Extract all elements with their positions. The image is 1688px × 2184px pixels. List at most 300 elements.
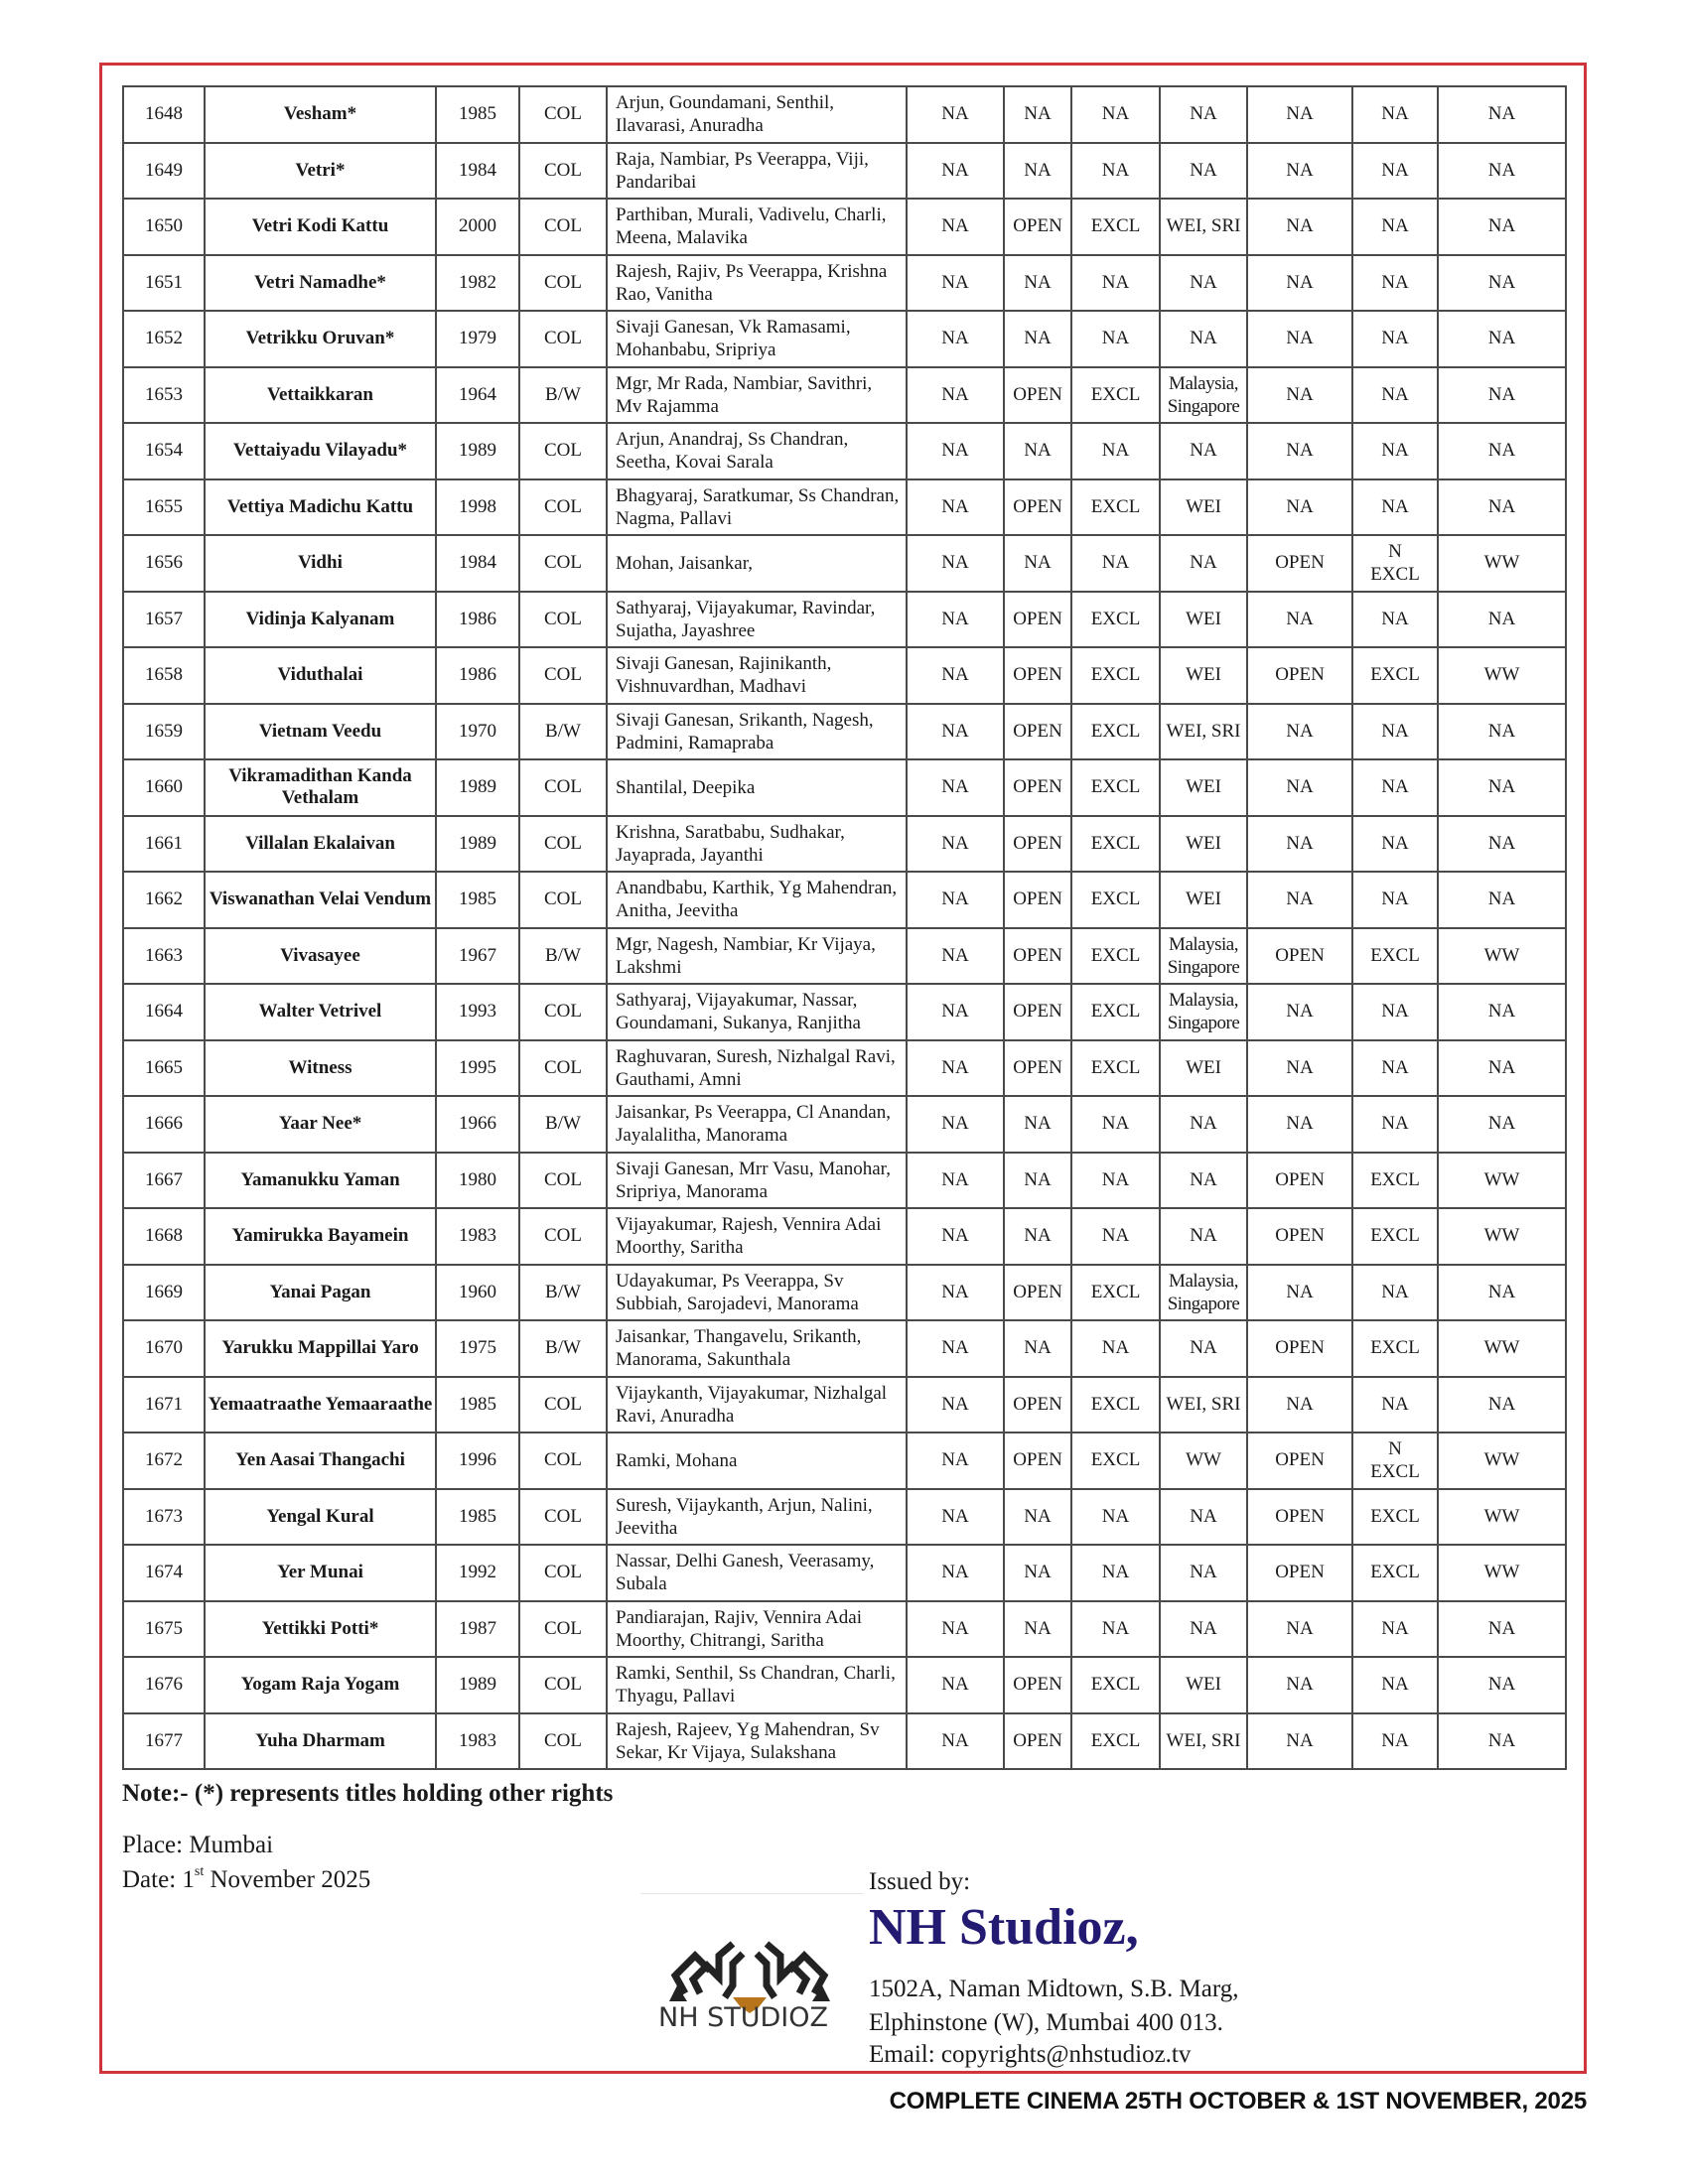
rights-cell: NA — [1247, 1657, 1352, 1713]
cast-cell: Mohan, Jaisankar, — [607, 535, 907, 592]
year-cell: 1983 — [436, 1208, 519, 1265]
rights-cell: WW — [1438, 1433, 1566, 1489]
rights-cell: OPEN — [1004, 928, 1071, 985]
title-cell: Vikramadithan Kanda Vethalam — [205, 759, 436, 816]
rights-cell: NA — [907, 816, 1004, 873]
rights-cell: NA — [1160, 535, 1247, 592]
rights-cell: EXCL — [1071, 1713, 1160, 1770]
rights-cell: NA — [907, 1601, 1004, 1658]
cast-cell: Sivaji Ganesan, Vk Ramasami, Mohanbabu, Sripriya — [607, 311, 907, 367]
year-cell: 1995 — [436, 1040, 519, 1097]
rights-cell: EXCL — [1071, 759, 1160, 816]
rights-cell: NA — [1247, 86, 1352, 143]
rights-cell: EXCL — [1071, 1433, 1160, 1489]
row-number-cell: 1648 — [123, 86, 205, 143]
title-cell: Vettaiyadu Vilayadu* — [205, 423, 436, 479]
format-cell: COL — [519, 311, 607, 367]
rights-cell: EXCL — [1071, 984, 1160, 1040]
table-row — [123, 1040, 1566, 1097]
rights-cell: EXCL — [1352, 647, 1438, 704]
rights-cell: NA — [907, 86, 1004, 143]
year-cell: 1989 — [436, 759, 519, 816]
title-cell: Yemaatraathe Yemaaraathe — [205, 1377, 436, 1433]
rights-cell: NA — [1160, 311, 1247, 367]
format-cell: COL — [519, 647, 607, 704]
cast-cell: Raghuvaran, Suresh, Nizhalgal Ravi, Gauthami, Amni — [607, 1040, 907, 1097]
row-number-cell: 1664 — [123, 984, 205, 1040]
rights-cell: EXCL — [1071, 199, 1160, 255]
rights-cell: NA — [1004, 311, 1071, 367]
rights-cell: NA — [1004, 1153, 1071, 1209]
rights-cell: NA — [1160, 86, 1247, 143]
rights-cell: EXCL — [1352, 1320, 1438, 1377]
rights-cell: OPEN — [1247, 1545, 1352, 1601]
format-cell: COL — [519, 1040, 607, 1097]
rights-cell: NA — [1247, 872, 1352, 928]
cast-cell: Jaisankar, Thangavelu, Srikanth, Manorama, Sakunthala — [607, 1320, 907, 1377]
rights-cell: NA — [1438, 704, 1566, 760]
rights-cell: WW — [1438, 1320, 1566, 1377]
issuer-name: NH Studioz, — [869, 1899, 1139, 1956]
rights-cell: NA — [1352, 984, 1438, 1040]
rights-cell: NA — [907, 367, 1004, 424]
format-cell: B/W — [519, 367, 607, 424]
rights-cell: NA — [1438, 759, 1566, 816]
rights-cell: OPEN — [1004, 984, 1071, 1040]
rights-cell: WW — [1438, 1153, 1566, 1209]
row-number-cell: 1651 — [123, 255, 205, 312]
rights-cell: NA — [1247, 311, 1352, 367]
rights-cell: NA — [1160, 1601, 1247, 1658]
format-cell: COL — [519, 1208, 607, 1265]
rights-cell: NA — [1071, 1545, 1160, 1601]
title-cell: Yettikki Potti* — [205, 1601, 436, 1658]
table-row — [123, 86, 1566, 143]
table-row — [123, 367, 1566, 424]
format-cell: COL — [519, 423, 607, 479]
rights-cell: EXCL — [1071, 1040, 1160, 1097]
rights-cell: EXCL — [1352, 1208, 1438, 1265]
cast-cell: Sivaji Ganesan, Srikanth, Nagesh, Padmini, Ramapraba — [607, 704, 907, 760]
cast-cell: Suresh, Vijaykanth, Arjun, Nalini, Jeevitha — [607, 1489, 907, 1546]
rights-cell: NA — [1004, 1489, 1071, 1546]
date-prefix: Date: 1 — [122, 1866, 195, 1893]
title-cell: Yamanukku Yaman — [205, 1153, 436, 1209]
row-number-cell: 1663 — [123, 928, 205, 985]
rights-cell: NA — [1160, 255, 1247, 312]
title-cell: Vidinja Kalyanam — [205, 592, 436, 648]
row-number-cell: 1652 — [123, 311, 205, 367]
rights-cell: WEI — [1160, 647, 1247, 704]
rights-cell: Malaysia, Singapore — [1160, 1265, 1247, 1321]
row-number-cell: 1670 — [123, 1320, 205, 1377]
rights-cell: NA — [1160, 423, 1247, 479]
table-row — [123, 423, 1566, 479]
format-cell: COL — [519, 86, 607, 143]
rights-cell: NA — [1438, 1657, 1566, 1713]
format-cell: COL — [519, 1713, 607, 1770]
title-cell: Vivasayee — [205, 928, 436, 985]
rights-cell: NA — [1352, 1040, 1438, 1097]
year-cell: 1984 — [436, 143, 519, 200]
table-row — [123, 535, 1566, 592]
table-row — [123, 816, 1566, 873]
rights-cell: NA — [1352, 86, 1438, 143]
row-number-cell: 1659 — [123, 704, 205, 760]
table-row — [123, 759, 1566, 816]
title-cell: Vettaikkaran — [205, 367, 436, 424]
rights-cell: NA — [1352, 367, 1438, 424]
format-cell: COL — [519, 816, 607, 873]
rights-cell: EXCL — [1071, 1657, 1160, 1713]
cast-cell: Raja, Nambiar, Ps Veerappa, Viji, Pandaribai — [607, 143, 907, 200]
rights-cell: NA — [1071, 1489, 1160, 1546]
year-cell: 1987 — [436, 1601, 519, 1658]
row-number-cell: 1657 — [123, 592, 205, 648]
page-footer: COMPLETE CINEMA 25TH OCTOBER & 1ST NOVEMBER, 2025 — [889, 2088, 1587, 2115]
rights-cell: NA — [1160, 143, 1247, 200]
title-cell: Yuha Dharmam — [205, 1713, 436, 1770]
format-cell: COL — [519, 143, 607, 200]
table-row — [123, 1713, 1566, 1770]
year-cell: 1964 — [436, 367, 519, 424]
row-number-cell: 1660 — [123, 759, 205, 816]
rights-cell: NA — [1004, 1096, 1071, 1153]
rights-cell: WW — [1438, 1489, 1566, 1546]
rights-cell: NA — [1004, 143, 1071, 200]
table-row — [123, 704, 1566, 760]
row-number-cell: 1668 — [123, 1208, 205, 1265]
cast-cell: Sivaji Ganesan, Rajinikanth, Vishnuvardhan, Madhavi — [607, 647, 907, 704]
rights-cell: EXCL — [1071, 647, 1160, 704]
format-cell: B/W — [519, 1320, 607, 1377]
rights-cell: NA — [907, 311, 1004, 367]
rights-cell: WEI — [1160, 1040, 1247, 1097]
cast-cell: Krishna, Saratbabu, Sudhakar, Jayaprada, Jayanthi — [607, 816, 907, 873]
asterisk-note: Note:- (*) represents titles holding other rights — [122, 1780, 614, 1807]
format-cell: COL — [519, 255, 607, 312]
format-cell: COL — [519, 984, 607, 1040]
table-row — [123, 1208, 1566, 1265]
rights-cell: NA — [1438, 1377, 1566, 1433]
table-row — [123, 592, 1566, 648]
rights-cell: NA — [1352, 1601, 1438, 1658]
cast-cell: Ramki, Senthil, Ss Chandran, Charli, Thyagu, Pallavi — [607, 1657, 907, 1713]
rights-cell: NA — [907, 1433, 1004, 1489]
rights-cell: NA — [1004, 1545, 1071, 1601]
row-number-cell: 1665 — [123, 1040, 205, 1097]
rights-cell: WEI — [1160, 872, 1247, 928]
rights-cell: NA — [907, 928, 1004, 985]
title-cell: Yamirukka Bayamein — [205, 1208, 436, 1265]
rights-cell: OPEN — [1247, 1208, 1352, 1265]
format-cell: B/W — [519, 1096, 607, 1153]
rights-cell: NA — [1352, 1265, 1438, 1321]
rights-cell: NA — [907, 1153, 1004, 1209]
rights-cell: NA — [907, 759, 1004, 816]
title-cell: Villalan Ekalaivan — [205, 816, 436, 873]
rights-cell: NA — [1352, 199, 1438, 255]
rights-cell: Malaysia, Singapore — [1160, 367, 1247, 424]
rights-cell: WEI — [1160, 1657, 1247, 1713]
titles-table — [122, 85, 1567, 1770]
year-cell: 1985 — [436, 1377, 519, 1433]
rights-cell: NA — [1160, 1208, 1247, 1265]
year-cell: 1984 — [436, 535, 519, 592]
date-text — [122, 1866, 370, 1894]
rights-cell: OPEN — [1247, 535, 1352, 592]
rights-cell: OPEN — [1004, 199, 1071, 255]
table-row — [123, 1433, 1566, 1489]
rights-cell: NA — [1004, 1601, 1071, 1658]
table-row — [123, 255, 1566, 312]
table-row — [123, 1096, 1566, 1153]
nh-studioz-logo-icon — [655, 1916, 844, 2055]
table-row — [123, 1153, 1566, 1209]
rights-cell: NA — [1160, 1545, 1247, 1601]
issuer-address-line1: 1502A, Naman Midtown, S.B. Marg, — [869, 1976, 1239, 2002]
rights-cell: NA — [1160, 1096, 1247, 1153]
rights-cell: EXCL — [1071, 872, 1160, 928]
row-number-cell: 1661 — [123, 816, 205, 873]
rights-cell: NA — [1160, 1153, 1247, 1209]
title-cell: Vidhi — [205, 535, 436, 592]
table-row — [123, 1265, 1566, 1321]
rights-cell: NA — [1071, 535, 1160, 592]
rights-cell: NA — [907, 1208, 1004, 1265]
rights-cell: OPEN — [1247, 1433, 1352, 1489]
cast-cell: Bhagyaraj, Saratkumar, Ss Chandran, Nagma, Pallavi — [607, 479, 907, 536]
cast-cell: Rajesh, Rajeev, Yg Mahendran, Sv Sekar, Kr Vijaya, Sulakshana — [607, 1713, 907, 1770]
rights-cell: NA — [907, 1320, 1004, 1377]
rights-cell: EXCL — [1071, 367, 1160, 424]
year-cell: 1980 — [436, 1153, 519, 1209]
rights-cell: EXCL — [1071, 704, 1160, 760]
rights-cell: NA — [907, 704, 1004, 760]
cast-cell: Shantilal, Deepika — [607, 759, 907, 816]
row-number-cell: 1671 — [123, 1377, 205, 1433]
title-cell: Viswanathan Velai Vendum — [205, 872, 436, 928]
rights-cell: NA — [907, 1545, 1004, 1601]
rights-cell: NA — [907, 199, 1004, 255]
rights-cell: NA — [1438, 1601, 1566, 1658]
rights-cell: NA — [1071, 86, 1160, 143]
year-cell: 1998 — [436, 479, 519, 536]
rights-cell: NA — [1438, 1096, 1566, 1153]
format-cell: COL — [519, 1433, 607, 1489]
title-cell: Vetri* — [205, 143, 436, 200]
issuer-email: Email: copyrights@nhstudioz.tv — [869, 2041, 1192, 2068]
rights-cell: Malaysia, Singapore — [1160, 984, 1247, 1040]
year-cell: 1989 — [436, 816, 519, 873]
issuer-address-line2: Elphinstone (W), Mumbai 400 013. — [869, 2009, 1223, 2036]
title-cell: Vesham* — [205, 86, 436, 143]
rights-cell: NA — [1247, 199, 1352, 255]
rights-cell: NA — [907, 1489, 1004, 1546]
rights-cell: WEI, SRI — [1160, 1377, 1247, 1433]
rights-cell: OPEN — [1004, 479, 1071, 536]
rights-cell: WEI — [1160, 759, 1247, 816]
rights-cell: NA — [1438, 872, 1566, 928]
year-cell: 2000 — [436, 199, 519, 255]
rights-cell: NA — [1352, 1657, 1438, 1713]
rights-cell: NA — [1247, 984, 1352, 1040]
rights-cell: NA — [907, 872, 1004, 928]
rights-cell: WW — [1438, 647, 1566, 704]
table-row — [123, 872, 1566, 928]
rights-cell: NA — [1438, 1265, 1566, 1321]
rights-cell: NA — [1247, 592, 1352, 648]
table-row — [123, 647, 1566, 704]
rights-cell: NA — [1352, 704, 1438, 760]
format-cell: COL — [519, 759, 607, 816]
rights-cell: NA — [1438, 255, 1566, 312]
row-number-cell: 1673 — [123, 1489, 205, 1546]
format-cell: COL — [519, 592, 607, 648]
row-number-cell: 1669 — [123, 1265, 205, 1321]
table-row — [123, 1545, 1566, 1601]
rights-cell: NA — [1071, 1096, 1160, 1153]
rights-cell: N EXCL — [1352, 1433, 1438, 1489]
format-cell: COL — [519, 872, 607, 928]
rights-cell: OPEN — [1004, 647, 1071, 704]
rights-cell: NA — [1247, 816, 1352, 873]
table-row — [123, 984, 1566, 1040]
row-number-cell: 1674 — [123, 1545, 205, 1601]
table-row — [123, 1489, 1566, 1546]
rights-cell: NA — [1071, 255, 1160, 312]
rights-cell: NA — [1352, 423, 1438, 479]
rights-cell: NA — [1438, 311, 1566, 367]
rights-cell: OPEN — [1247, 1489, 1352, 1546]
cast-cell: Nassar, Delhi Ganesh, Veerasamy, Subala — [607, 1545, 907, 1601]
rights-cell: NA — [1004, 1208, 1071, 1265]
year-cell: 1996 — [436, 1433, 519, 1489]
cast-cell: Rajesh, Rajiv, Ps Veerappa, Krishna Rao, Vanitha — [607, 255, 907, 312]
row-number-cell: 1658 — [123, 647, 205, 704]
year-cell: 1975 — [436, 1320, 519, 1377]
title-cell: Witness — [205, 1040, 436, 1097]
rights-cell: EXCL — [1352, 1153, 1438, 1209]
cast-cell: Sathyaraj, Vijayakumar, Nassar, Goundamani, Sukanya, Ranjitha — [607, 984, 907, 1040]
cast-cell: Arjun, Goundamani, Senthil, Ilavarasi, Anuradha — [607, 86, 907, 143]
rights-cell: WEI, SRI — [1160, 704, 1247, 760]
format-cell: COL — [519, 479, 607, 536]
table-row — [123, 1657, 1566, 1713]
rights-cell: NA — [1247, 423, 1352, 479]
rights-cell: NA — [907, 984, 1004, 1040]
rights-cell: NA — [1004, 255, 1071, 312]
year-cell: 1986 — [436, 647, 519, 704]
rights-cell: NA — [1352, 816, 1438, 873]
rights-cell: EXCL — [1352, 1489, 1438, 1546]
rights-cell: NA — [907, 1377, 1004, 1433]
rights-cell: NA — [1352, 872, 1438, 928]
rights-cell: NA — [1438, 423, 1566, 479]
year-cell: 1967 — [436, 928, 519, 985]
year-cell: 1989 — [436, 1657, 519, 1713]
rights-cell: NA — [1438, 86, 1566, 143]
format-cell: COL — [519, 1545, 607, 1601]
rights-cell: NA — [1438, 199, 1566, 255]
format-cell: COL — [519, 1153, 607, 1209]
rights-cell: EXCL — [1071, 1377, 1160, 1433]
rights-cell: NA — [1247, 704, 1352, 760]
rights-cell: NA — [1004, 535, 1071, 592]
table-row — [123, 1377, 1566, 1433]
year-cell: 1986 — [436, 592, 519, 648]
row-number-cell: 1672 — [123, 1433, 205, 1489]
rights-cell: NA — [907, 1096, 1004, 1153]
row-number-cell: 1655 — [123, 479, 205, 536]
rights-cell: OPEN — [1004, 1713, 1071, 1770]
title-cell: Viduthalai — [205, 647, 436, 704]
title-cell: Yaar Nee* — [205, 1096, 436, 1153]
rights-cell: NA — [1247, 143, 1352, 200]
rights-cell: NA — [1071, 143, 1160, 200]
table-row — [123, 1320, 1566, 1377]
year-cell: 1993 — [436, 984, 519, 1040]
title-cell: Vietnam Veedu — [205, 704, 436, 760]
row-number-cell: 1656 — [123, 535, 205, 592]
rights-cell: NA — [1247, 1601, 1352, 1658]
rights-cell: NA — [1352, 479, 1438, 536]
cast-cell: Vijayakumar, Rajesh, Vennira Adai Moorthy, Saritha — [607, 1208, 907, 1265]
title-cell: Vettiya Madichu Kattu — [205, 479, 436, 536]
rights-cell: NA — [1352, 759, 1438, 816]
logo-wordmark: NH STUDIOZ — [658, 2002, 828, 2033]
row-number-cell: 1654 — [123, 423, 205, 479]
rights-cell: OPEN — [1004, 1657, 1071, 1713]
rights-cell: NA — [1004, 86, 1071, 143]
rights-cell: NA — [907, 479, 1004, 536]
issued-by-label: Issued by: — [869, 1868, 971, 1895]
rights-cell: NA — [1438, 1040, 1566, 1097]
rights-cell: EXCL — [1071, 592, 1160, 648]
rights-cell: WW — [1160, 1433, 1247, 1489]
rights-cell: NA — [1071, 1153, 1160, 1209]
rights-cell: OPEN — [1004, 592, 1071, 648]
rights-cell: NA — [907, 592, 1004, 648]
table-row — [123, 479, 1566, 536]
rights-cell: WW — [1438, 1545, 1566, 1601]
year-cell: 1989 — [436, 423, 519, 479]
rights-cell: NA — [1004, 423, 1071, 479]
rights-cell: OPEN — [1004, 1377, 1071, 1433]
rights-cell: WEI — [1160, 816, 1247, 873]
rights-cell: NA — [1071, 1208, 1160, 1265]
rights-cell: NA — [1352, 592, 1438, 648]
rights-cell: WW — [1438, 928, 1566, 985]
rights-cell: NA — [907, 535, 1004, 592]
format-cell: COL — [519, 1377, 607, 1433]
rights-cell: WEI — [1160, 479, 1247, 536]
titles-table-body — [123, 86, 1566, 1769]
rights-cell: OPEN — [1004, 872, 1071, 928]
cast-cell: Sivaji Ganesan, Mrr Vasu, Manohar, Sripriya, Manorama — [607, 1153, 907, 1209]
format-cell: B/W — [519, 1265, 607, 1321]
year-cell: 1985 — [436, 86, 519, 143]
year-cell: 1982 — [436, 255, 519, 312]
rights-cell: NA — [1071, 1601, 1160, 1658]
rights-cell: NA — [907, 1713, 1004, 1770]
rights-cell: OPEN — [1004, 1433, 1071, 1489]
rights-cell: NA — [1247, 479, 1352, 536]
rights-cell: NA — [1160, 1489, 1247, 1546]
rights-cell: NA — [1352, 311, 1438, 367]
rights-cell: NA — [1352, 255, 1438, 312]
rights-cell: NA — [1438, 816, 1566, 873]
